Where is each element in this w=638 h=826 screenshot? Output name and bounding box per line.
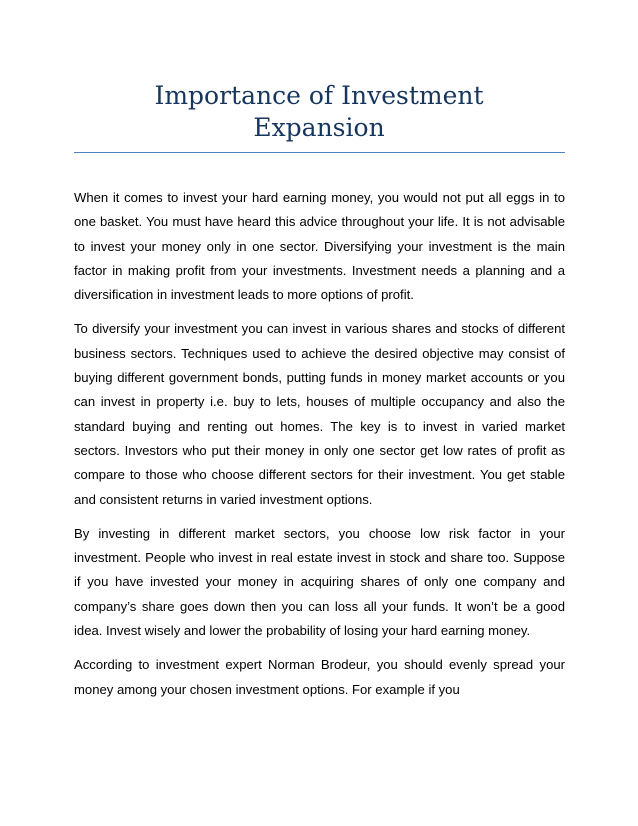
title-underline [74,152,565,153]
title-line-1: Importance of Investment [154,81,484,110]
document-title [74,80,564,144]
document-body [74,186,565,712]
paragraph-1: When it comes to invest your hard earning money, you would not put all eggs in to one basket. You must have heard this advice throughout your life. It is not advisable to invest your money only in one sector. Diversifying your investment is the main factor in making profit from your investments. Investment needs a planning and a diversification in investment leads to more options of profit. [74,190,565,303]
paragraph-3: By investing in different market sectors, you choose low risk factor in your investment. People who invest in real estate invest in stock and share too. Suppose if you have invested your money in acquiring shares of only one company and company’s share goes down then you can loss all your funds. It won’t be a good idea. Invest wisely and lower the probability of losing your hard earning money. [74,525,565,639]
paragraph-2: To diversify your investment you can invest in various shares and stocks of different business sectors. Techniques used to achieve the desired objective may consist of buying different government bonds, putting funds in money market accounts or you can invest in property i.e. buy to lets, houses of multiple occupancy and also the standard buying and renting out homes. The key is to invest in varied market sectors. Investors who put their money in only one sector get low rates of profit as compare to those who choose different sectors for their investment. You get stable and consistent returns in varied investment options. [74,321,565,507]
paragraph-4: According to investment expert Norman Brodeur, you should evenly spread your money among your chosen investment options. For example if you [74,657,565,697]
title-line-2: Expansion [253,113,385,142]
